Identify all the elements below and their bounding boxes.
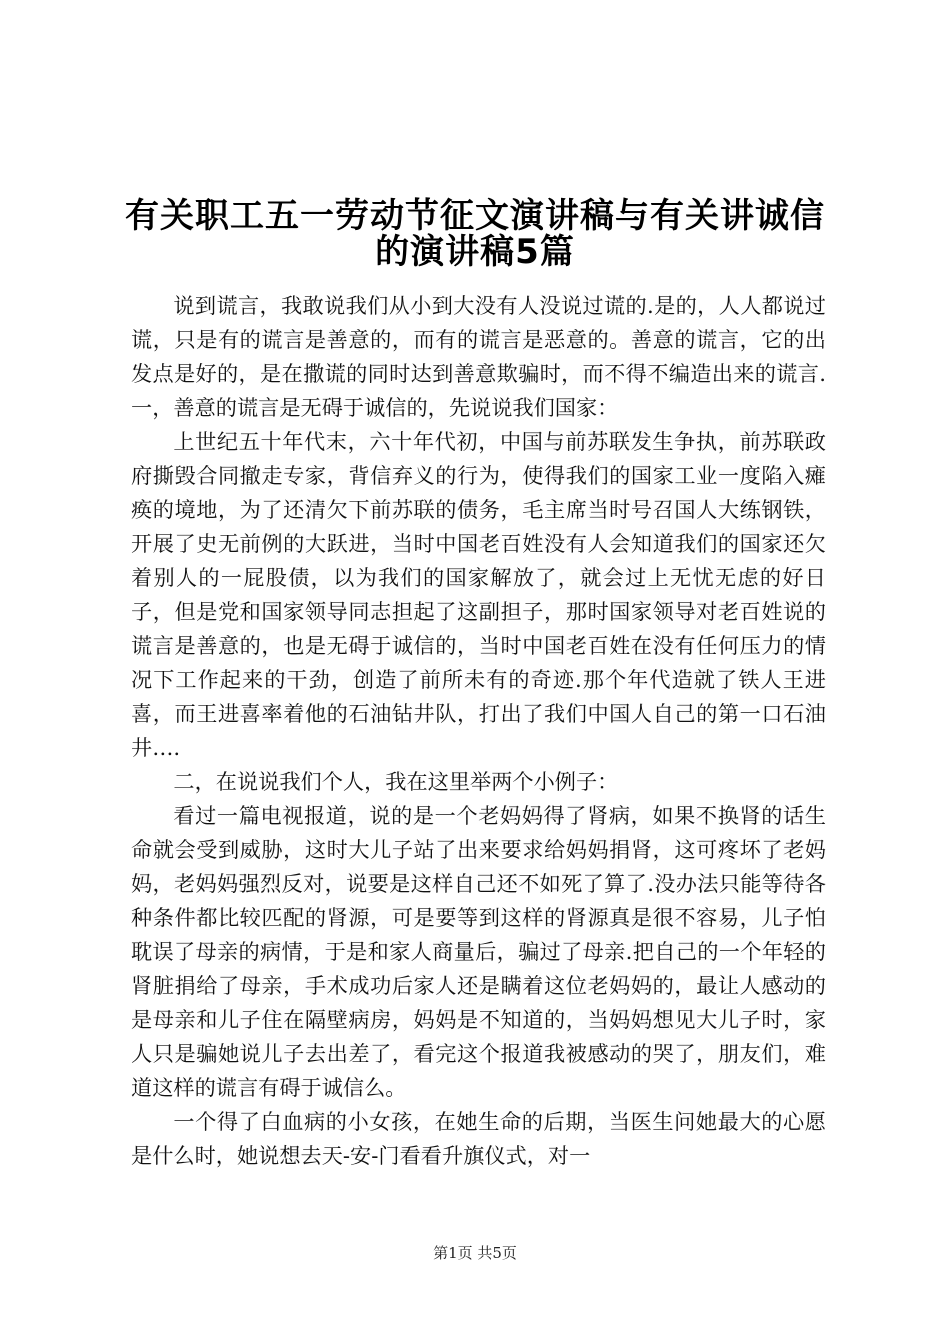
page-number-footer: 第1页 共5页 — [433, 1244, 517, 1262]
paragraph: 二，在说说我们个人，我在这里举两个小例子： — [173, 769, 619, 794]
paragraph: 上世纪五十年代末，六十年代初，中国与前苏联发生争执，前苏联政府撕毁合同撤走专家，背信弃义的行为，使得我们的国家工业一度陷入瘫痪的境地，为了还清欠下前苏联的债务，毛主席当时号召国人大练钢铁，开展了史无前例的大跃进，当时中国老百姓没有人会知道我们的国家还欠着别人的一屁股债，以为我们的国家解放了，就会过上无忧无虑的好日子，但是党和国家领导同志担起了这副担子，那时国家领导对老百姓说的谎言是善意的，也是无碍于诚信的，当时中国老百姓在没有任何压力的情况下工作起来的干劲，创造了前所未有的奇迹.那个年代造就了铁人王进喜，而王进喜率着他的石油钻井队，打出了我们中国人自己的第一口石油井…. — [131, 429, 826, 760]
paragraph: 说到谎言，我敢说我们从小到大没有人没说过谎的.是的，人人都说过谎，只是有的谎言是善意的，而有的谎言是恶意的。善意的谎言，它的出发点是好的，是在撒谎的同时达到善意欺骗时，而不得不编造出来的谎言.一，善意的谎言是无碍于诚信的，先说说我们国家： — [131, 293, 826, 420]
document-title-line-2: 的演讲稿5篇 — [375, 232, 575, 272]
paragraph: 看过一篇电视报道，说的是一个老妈妈得了肾病，如果不换肾的话生命就会受到威胁，这时大儿子站了出来要求给妈妈捐肾，这可疼坏了老妈妈，老妈妈强烈反对，说要是这样自己还不如死了算了.没办法只能等待各种条件都比较匹配的肾源，可是要等到这样的肾源真是很不容易，儿子怕耽误了母亲的病情，于是和家人商量后，骗过了母亲.把自己的一个年轻的肾脏捐给了母亲，手术成功后家人还是瞒着这位老妈妈的，最让人感动的是母亲和儿子住在隔壁病房，妈妈是不知道的，当妈妈想见大儿子时，家人只是骗她说儿子去出差了，看完这个报道我被感动的哭了，朋友们，难道这样的谎言有碍于诚信么。 — [131, 803, 826, 1100]
paragraph: 一个得了白血病的小女孩，在她生命的后期，当医生问她最大的心愿是什么时，她说想去天-安-门看看升旗仪式，对一 — [131, 1109, 826, 1168]
document-body — [131, 289, 826, 1173]
document-title-line-1: 有关职工五一劳动节征文演讲稿与有关讲诚信 — [125, 196, 825, 236]
